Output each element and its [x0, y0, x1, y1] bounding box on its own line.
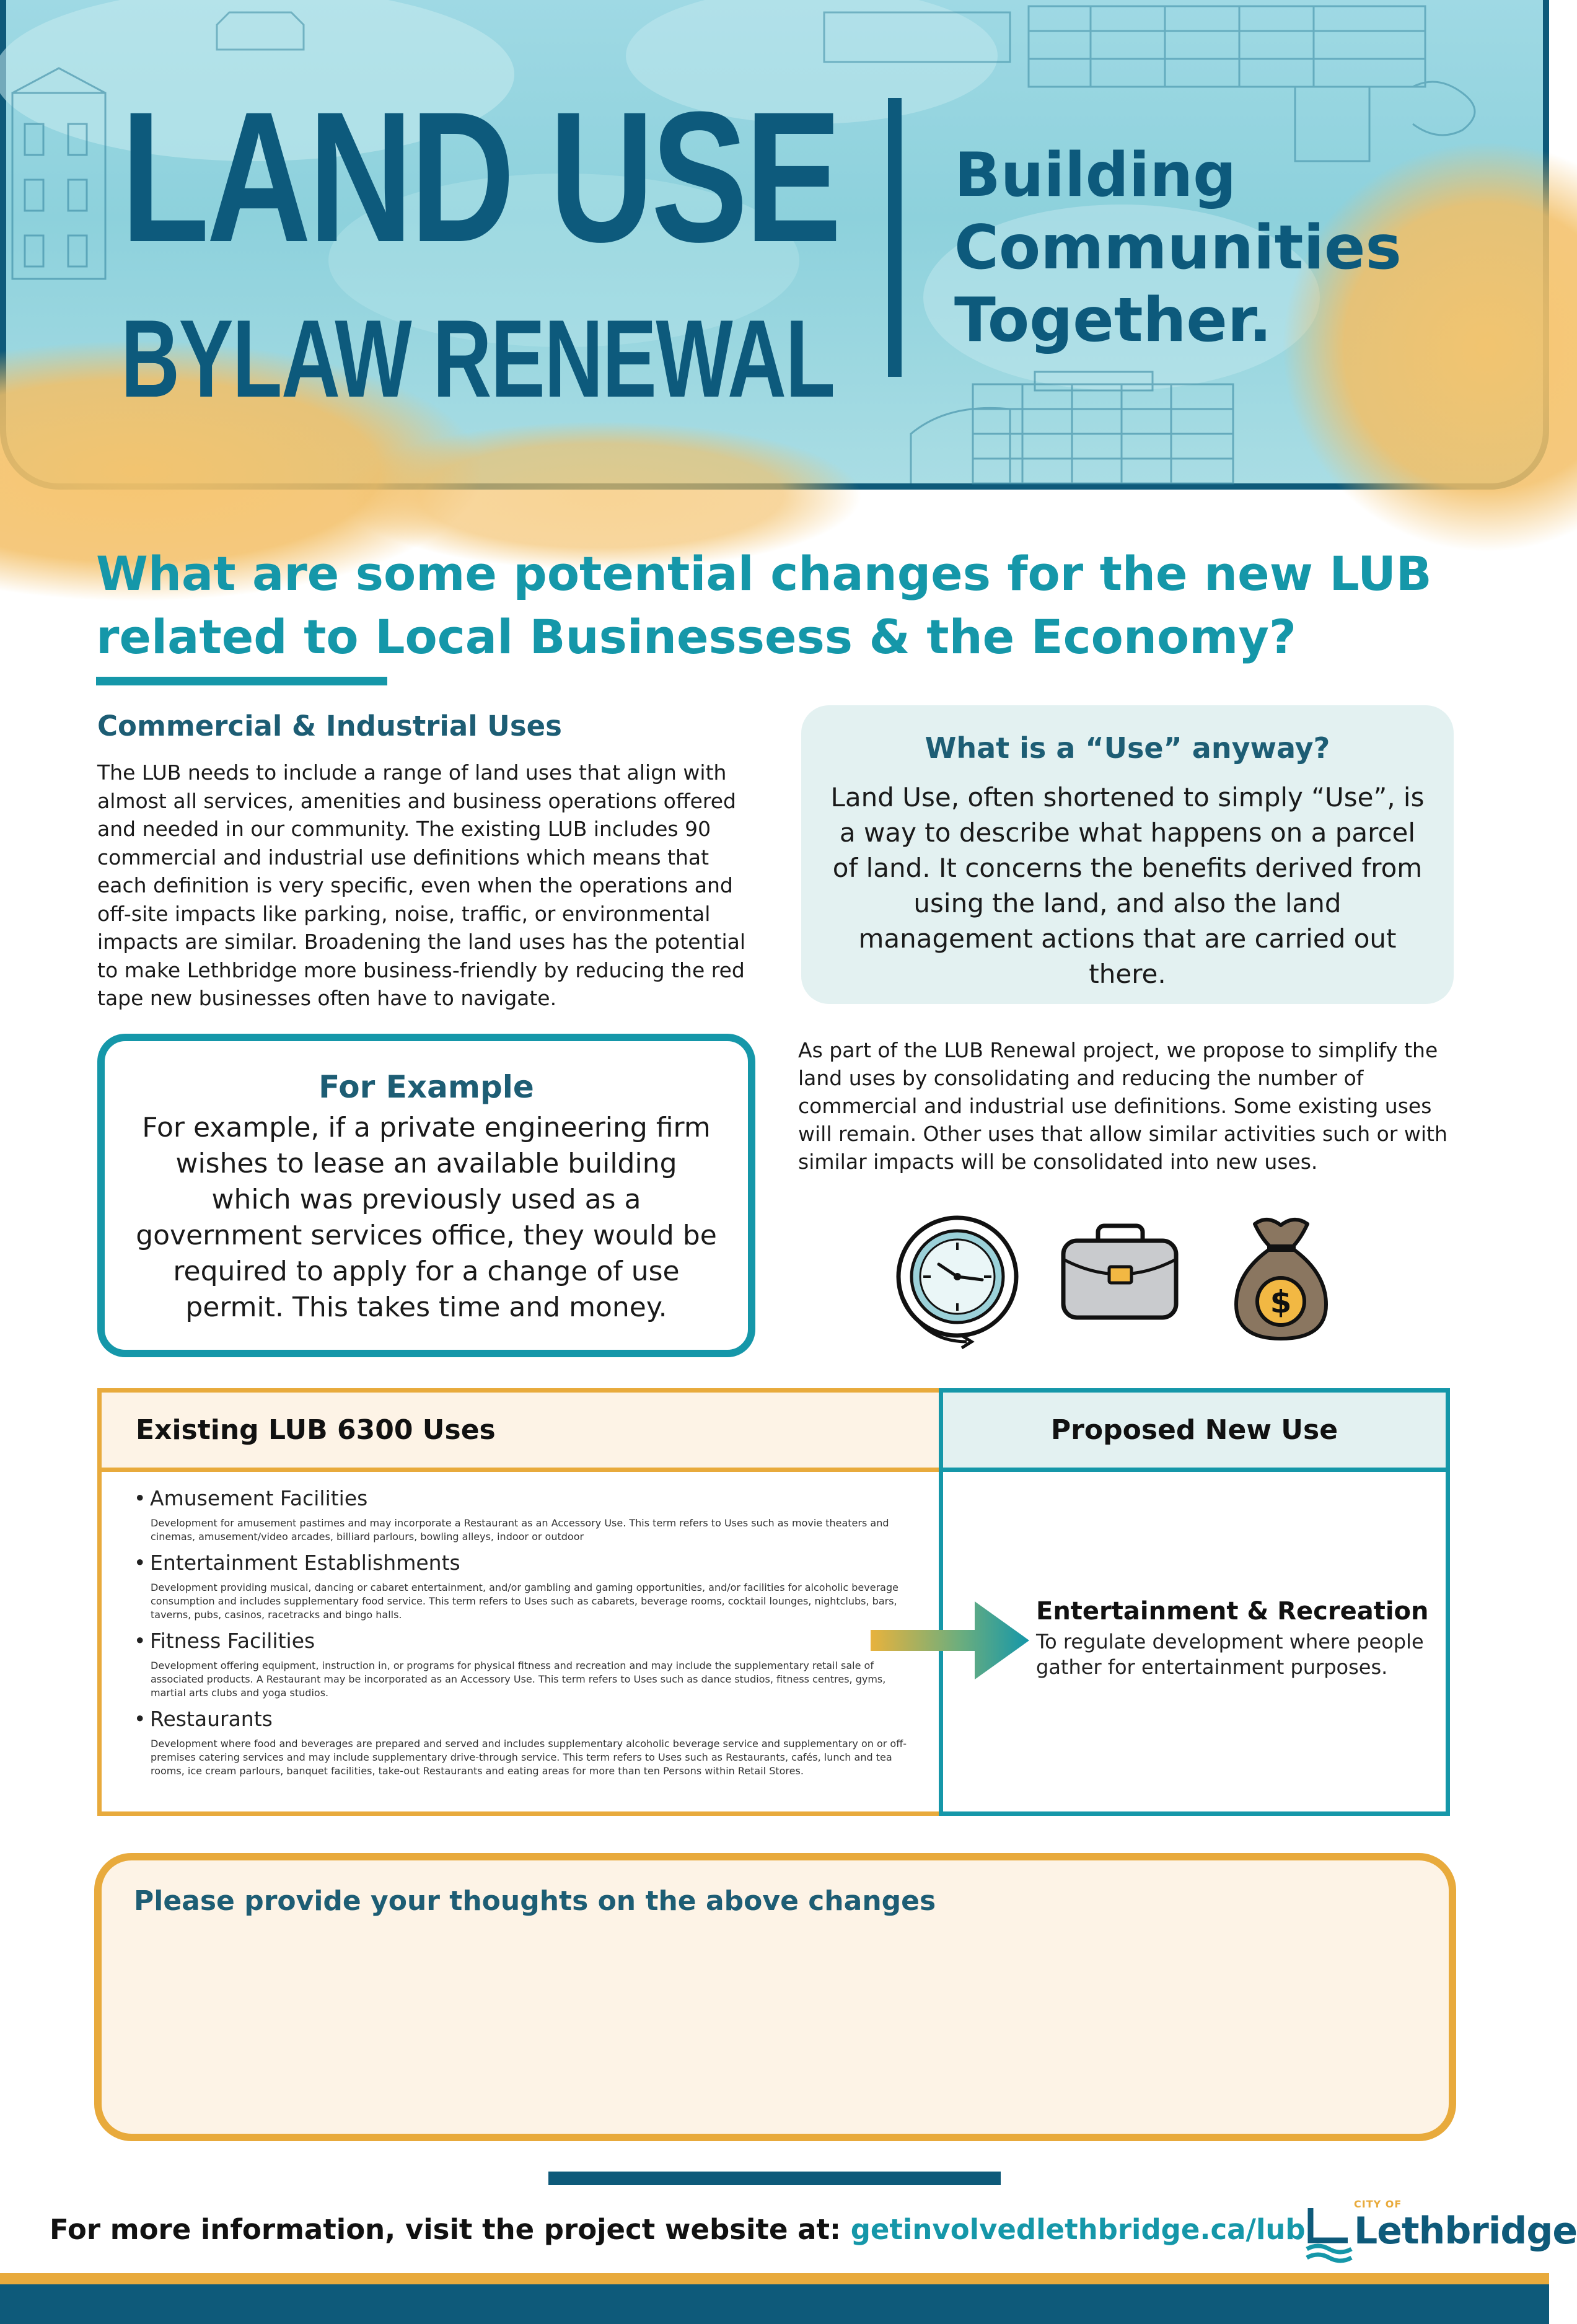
footer-label: For more information, visit the project website at: [50, 2213, 851, 2246]
banner-title-line2: BYLAW RENEWAL [121, 297, 835, 420]
use-definition-title: What is a “Use” anyway? [925, 731, 1330, 765]
use-definition-body: Land Use, often shortened to simply “Use”, is a way to describe what happens on a parcel of land. It concerns the benefits derived from using the land, and also the land management actions that are carried out there. [830, 782, 1425, 989]
banner-tagline [954, 139, 1402, 357]
proposed-use-header [943, 1393, 1446, 1472]
heading-underline [96, 677, 387, 685]
list-item-title: Restaurants [150, 1707, 273, 1731]
page-question-heading: What are some potential changes for the new LUB related to Local Businessess & the Economy? [96, 546, 1432, 664]
logo-small-text: CITY OF [1354, 2198, 1402, 2210]
svg-text:$: $ [1270, 1284, 1292, 1320]
feedback-prompt: Please provide your thoughts on the above changes [134, 1885, 936, 1917]
bullet-icon: • [134, 1551, 146, 1575]
proposed-use-title: Entertainment & Recreation [1036, 1597, 1429, 1626]
example-callout [97, 1034, 755, 1357]
footer-info [50, 2213, 1306, 2246]
tagline-line: Building [954, 140, 1237, 211]
footer-blue-stripe [0, 2284, 1549, 2324]
list-item-title: Amusement Facilities [150, 1486, 368, 1510]
list-item-title: Entertainment Establishments [150, 1551, 460, 1575]
project-website-link[interactable]: getinvolvedlethbridge.ca/lub [850, 2213, 1306, 2246]
feedback-box[interactable] [94, 1853, 1456, 2141]
footer-gold-stripe [0, 2273, 1549, 2284]
money-bag-icon [1230, 1212, 1332, 1345]
briefcase-icon [1060, 1221, 1180, 1323]
tagline-line: Together. [954, 285, 1272, 356]
proposed-use-desc: To regulate development where people gather for entertainment purposes. [1036, 1630, 1424, 1679]
commercial-uses-body: The LUB needs to include a range of land uses that align with almost all services, amenities and business operations offered and needed in our community. The existing LUB includes 90 commercial and industrial use definitions which means that each definition is very specific, even when the operations and off-site impacts like parking, noise, traffic, or environmental impacts are similar. Broadening the land uses has the potential to make Lethbridge more business-friendly by reducing the red tape new businesses often have to navigate. [97, 760, 746, 1010]
logo-mark-icon [1304, 2197, 1354, 2265]
existing-uses-header [102, 1393, 939, 1472]
list-item-title: Fitness Facilities [150, 1629, 315, 1653]
list-item [134, 1706, 914, 1778]
existing-uses-table [97, 1388, 943, 1816]
list-item [134, 1550, 914, 1622]
list-item-desc: Development for amusement pastimes and may incorporate a Restaurant as an Accessory Use. This term refers to Uses such as movie theaters and cinemas, amusement/video arcades, billiard parlours, bowling alleys, indoor or outdoor [151, 1517, 889, 1543]
list-item-desc: Development offering equipment, instruction in, or programs for physical fitness and recreation and may include the supplementary retail sale of associated products. A Restaurant may be incorporated as an Accessory Use. This term refers to Uses such as dance studios, fitness centres, gyms, martial arts clubs and yoga studios. [151, 1660, 886, 1699]
use-definition-callout [801, 705, 1454, 1004]
arrow-right-icon [869, 1600, 1030, 1681]
tagline-line: Communities [954, 213, 1402, 283]
bullet-icon: • [134, 1486, 146, 1510]
example-body: For example, if a private engineering firm wishes to lease an available building which was previously used as a government services office, they would be required to apply for a change of use permit. This takes time and money. [136, 1112, 717, 1323]
existing-uses-header-label: Existing LUB 6300 Uses [136, 1414, 496, 1446]
renewal-proposal-body: As part of the LUB Renewal project, we propose to simplify the land uses by consolidating and reducing the number of commercial and industrial use definitions. Some existing uses will remain. Other uses that allow similar activities such or with similar impacts will be consolidated into new uses. [798, 1038, 1447, 1174]
city-of-lethbridge-logo [1304, 2197, 1577, 2265]
clock-icon [886, 1212, 1029, 1351]
commercial-uses-heading: Commercial & Industrial Uses [97, 710, 562, 742]
example-title: For Example [318, 1069, 534, 1105]
list-item [134, 1628, 914, 1700]
list-item-desc: Development providing musical, dancing or cabaret entertainment, and/or gambling and gaming opportunities, and/or facilities for alcoholic beverage consumption and includes supplementary food service. This term refers to Uses such as cabarets, beverage rooms, cocktail lounges, nightclubs, bars, taverns, pubs, casinos, racetracks and bingo halls. [151, 1582, 898, 1621]
header-banner [0, 0, 1549, 490]
proposed-use-header-label: Proposed New Use [1050, 1414, 1338, 1446]
banner-divider [888, 98, 902, 377]
bullet-icon: • [134, 1629, 146, 1653]
list-item [134, 1486, 914, 1544]
list-item-desc: Development where food and beverages are prepared and served and includes supplementary alcoholic beverage service and supplementary on or off-premises catering services and may include supplementary drive-through service. This term refers to Uses such as Restaurants, cafés, lunch and tea rooms, ice cream parlours, banquet facilities, take-out Restaurants and eating areas for more than ten Persons within Retail Stores. [151, 1738, 907, 1777]
logo-name-text: Lethbridge [1354, 2209, 1577, 2253]
bullet-icon: • [134, 1707, 146, 1731]
banner-title-line1: LAND USE [121, 73, 839, 281]
existing-uses-list [102, 1472, 939, 1778]
footer-divider [548, 2172, 1001, 2185]
